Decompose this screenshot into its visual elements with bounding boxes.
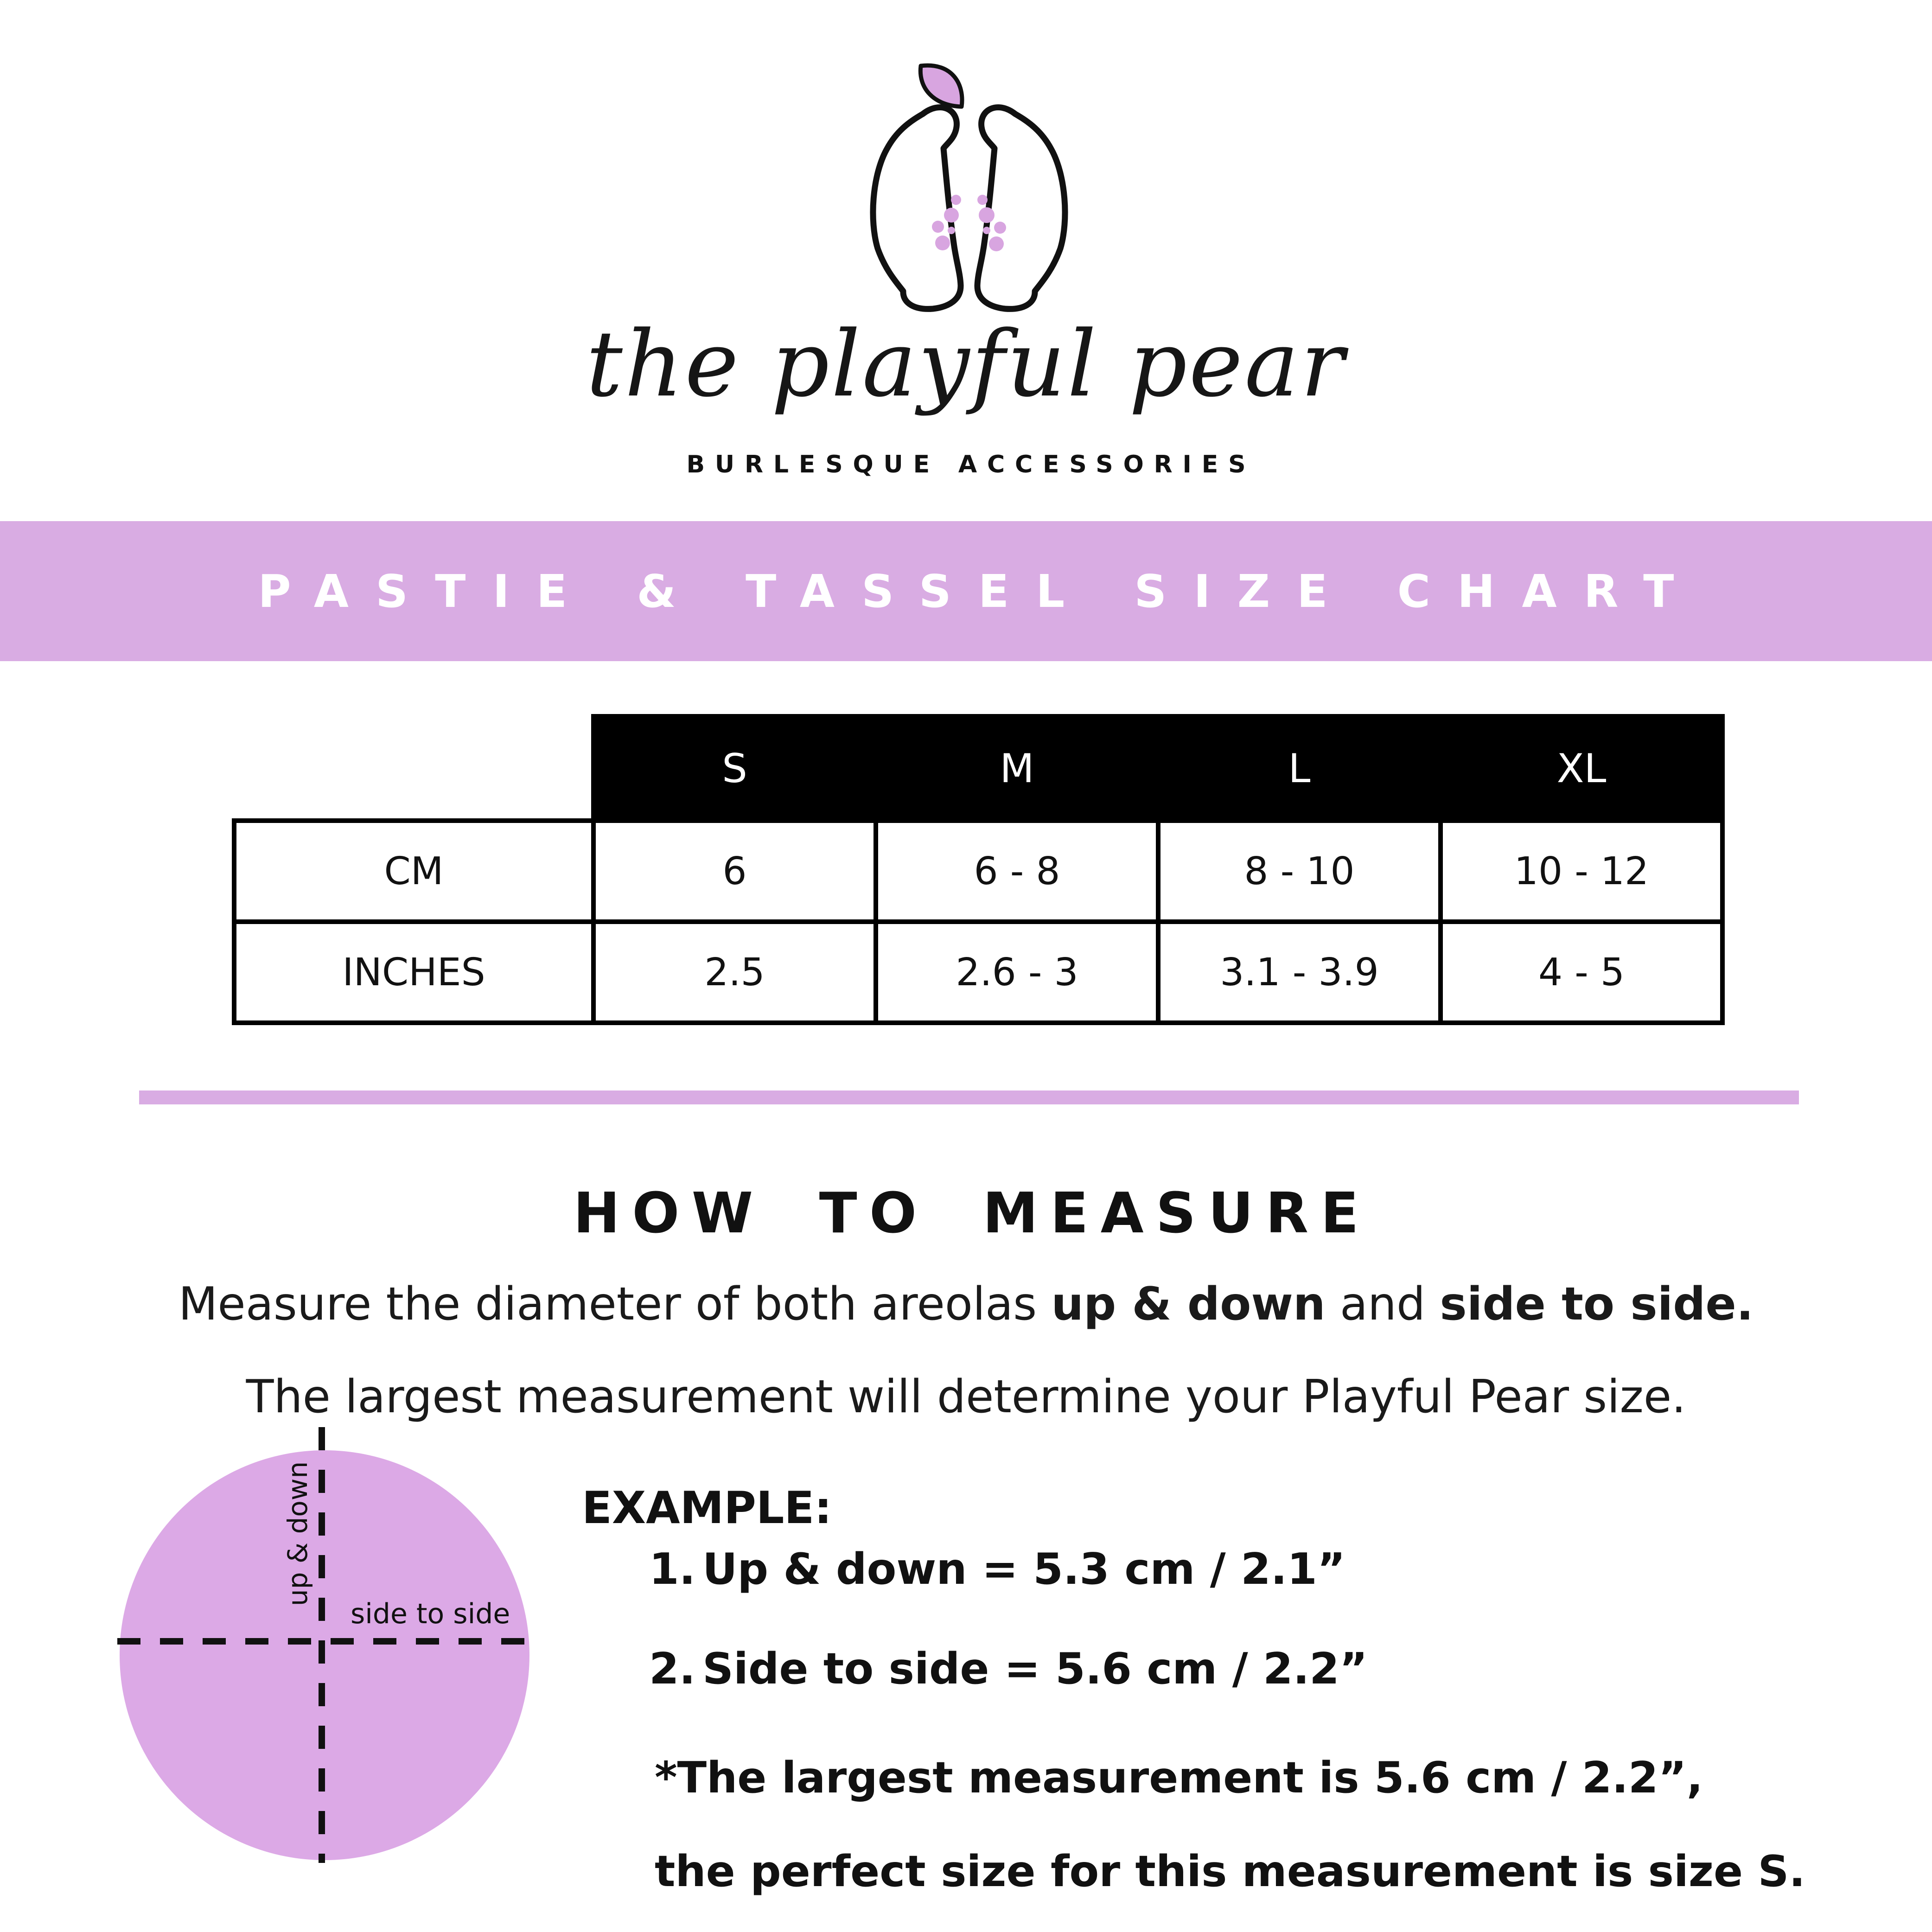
size-table-header-row [234,716,1722,821]
item-text: Side to side = 5.6 cm / 2.2” [702,1644,1368,1694]
cm-l: 8 - 10 [1158,821,1441,922]
brand-tagline: BURLESQUE ACCESSORIES [686,451,1256,478]
instruction-bold-sideside: side to side. [1440,1278,1754,1331]
cm-xl: 10 - 12 [1441,821,1722,922]
instruction-text-mid: and [1325,1278,1440,1331]
measure-instruction-line1 [0,1278,1932,1331]
how-to-measure-heading: HOW TO MEASURE [573,1181,1371,1246]
cm-s: 6 [593,821,876,922]
pear-half-right-icon [977,107,1065,309]
pear-seeds-icon [932,195,1006,251]
example-note-line2: the perfect size for this measurement is size S. [655,1846,1805,1896]
measure-instruction-line2: The largest measurement will determine your Playful Pear size. [246,1371,1686,1423]
table-row-inches [234,922,1722,1023]
cm-m: 6 - 8 [876,821,1158,922]
in-xl: 4 - 5 [1441,922,1722,1023]
row-label-cm: CM [234,821,593,922]
size-col-m: M [876,716,1158,821]
up-down-dashed-line [319,1427,325,1863]
in-m: 2.6 - 3 [876,922,1158,1023]
size-table-blank-cell [234,716,593,821]
instruction-text: Measure the diameter of both areolas [178,1278,1052,1331]
side-to-side-label: side to side [351,1598,510,1630]
table-row-cm [234,821,1722,922]
title-banner [0,521,1932,661]
page-title: PASTIE & TASSEL SIZE CHART [258,565,1701,618]
instruction-bold-updown: up & down [1051,1278,1326,1331]
in-s: 2.5 [593,922,876,1023]
example-heading: EXAMPLE: [582,1483,832,1534]
section-divider [139,1090,1799,1104]
size-col-s: S [593,716,876,821]
size-table [232,714,1725,1025]
up-down-label: up & down [282,1461,313,1607]
size-col-xl: XL [1441,716,1722,821]
pear-half-left-icon [873,107,961,309]
size-col-l: L [1158,716,1441,821]
example-note-line1: *The largest measurement is 5.6 cm / 2.2”, [655,1753,1703,1803]
row-label-inches: INCHES [234,922,593,1023]
pear-logo-icon [830,55,1108,333]
item-number: 1. [649,1544,696,1594]
example-list [649,1544,1368,1743]
list-item [649,1544,1368,1594]
item-text: Up & down = 5.3 cm / 2.1” [702,1544,1345,1594]
in-l: 3.1 - 3.9 [1158,922,1441,1023]
list-item [649,1644,1368,1694]
brand-wordmark: the playful pear [586,312,1346,417]
item-number: 2. [649,1644,696,1694]
side-to-side-dashed-line [117,1638,532,1645]
pear-leaf-icon [920,65,962,107]
